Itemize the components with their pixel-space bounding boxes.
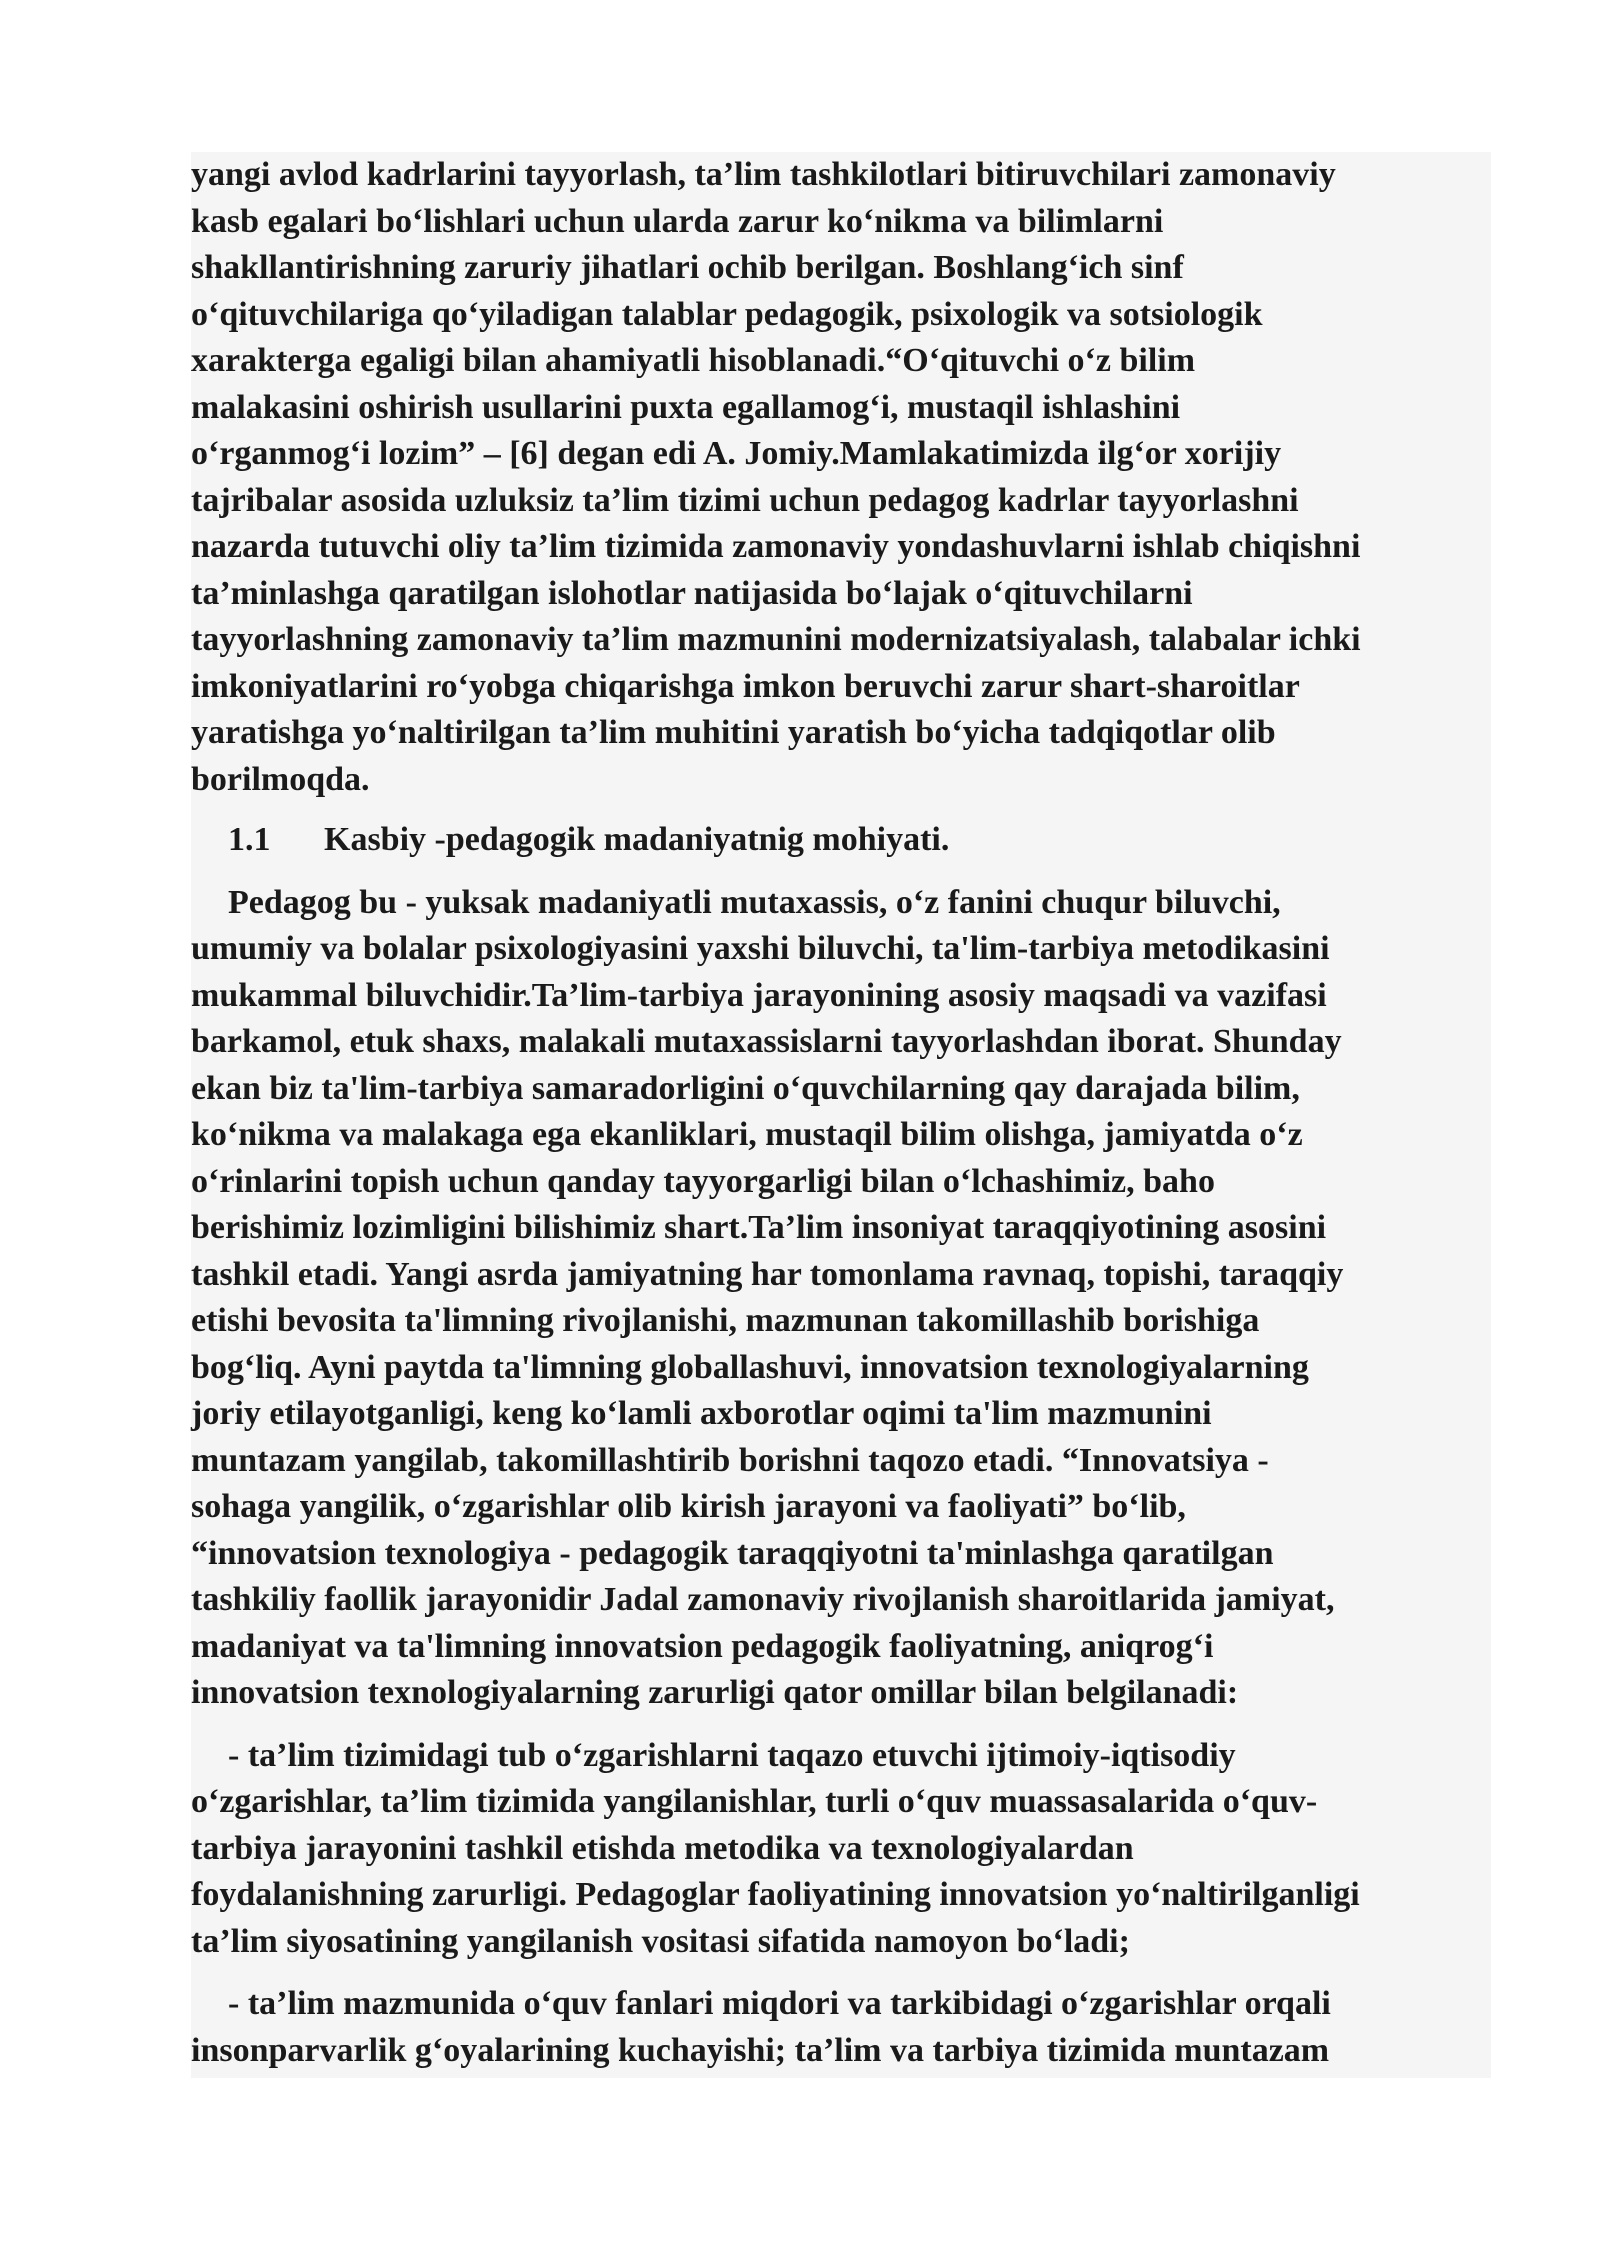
text-line: shakllantirishning zaruriy jihatlari ochib berilgan. Boshlang‘ich sinf — [191, 249, 1184, 286]
text-line: umumiy va bolalar psixologiyasini yaxshi biluvchi, ta'lim-tarbiya metodikasini — [191, 930, 1330, 967]
text-line: insonparvarlik g‘oyalarining kuchayishi; ta’lim va tarbiya tizimida muntazam — [191, 2031, 1330, 2069]
text-line: ta’minlashga qaratilgan islohotlar natijasida bo‘lajak o‘qituvchilarni — [191, 574, 1193, 612]
section-heading — [191, 817, 1491, 864]
text-line: barkamol, etuk shaxs, malakali mutaxassislarni tayyorlashdan iborat. Shunday — [191, 1023, 1342, 1060]
paragraph-pedagog — [191, 880, 1491, 1717]
text-line: mukammal biluvchidir.Ta’lim-tarbiya jarayonining asosiy maqsadi va vazifasi — [191, 976, 1327, 1014]
text-line: o‘rinlarini topish uchun qanday tayyorgarligi bilan o‘lchashimiz, baho — [191, 1162, 1215, 1200]
paragraph-list-item-1 — [191, 1733, 1491, 1966]
text-line: - ta’lim tizimidagi tub o‘zgarishlarni taqazo etuvchi ijtimoiy-iqtisodiy — [228, 1736, 1236, 1774]
text-line: joriy etilayotganligi, keng ko‘lamli axborotlar oqimi ta'lim mazmunini — [191, 1395, 1212, 1432]
text-line: - ta’lim mazmunida o‘quv fanlari miqdori va tarkibidagi o‘zgarishlar orqali — [228, 1985, 1331, 2022]
text-line: o‘qituvchilariga qo‘yiladigan talablar pedagogik, psixologik va sotsiologik — [191, 295, 1263, 333]
text-line: berishimiz lozimligini bilishimiz shart.Ta’lim insoniyat taraqqiyotining asosini — [191, 1209, 1327, 1246]
text-line: tashkil etadi. Yangi asrda jamiyatning har tomonlama ravnaq, topishi, taraqqiy — [191, 1255, 1344, 1293]
paragraph-list-item-2 — [191, 1981, 1491, 2074]
text-line: madaniyat va ta'limning innovatsion pedagogik faoliyatning, aniqrog‘i — [191, 1627, 1214, 1665]
text-line: kasb egalari bo‘lishlari uchun ularda zarur ko‘nikma va bilimlarni — [191, 202, 1164, 240]
document-body — [191, 152, 1491, 2078]
text-line: o‘rganmog‘i lozim” – [6] degan edi A. Jomiy.Mamlakatimizda ilg‘or xorijiy — [191, 435, 1282, 472]
text-line: muntazam yangilab, takomillashtirib borishni taqozo etadi. “Innovatsiya - — [191, 1441, 1269, 1479]
text-line: imkoniyatlarini ro‘yobga chiqarishga imkon beruvchi zarur shart-sharoitlar — [191, 667, 1300, 705]
text-line: tarbiya jarayonini tashkil etishda metodika va texnologiyalardan — [191, 1829, 1134, 1867]
text-line: etishi bevosita ta'limning rivojlanishi, mazmunan takomillashib borishiga — [191, 1302, 1260, 1339]
section-title: Kasbiy -pedagogik madaniyatnig mohiyati. — [324, 821, 950, 858]
text-line: tajribalar asosida uzluksiz ta’lim tizimi uchun pedagog kadrlar tayyorlashni — [191, 481, 1299, 519]
text-line: xarakterga egaligi bilan ahamiyatli hisoblanadi.“O‘qituvchi o‘z bilim — [191, 342, 1196, 379]
text-line: ekan biz ta'lim-tarbiya samaradorligini o‘quvchilarning qay darajada bilim, — [191, 1069, 1300, 1107]
text-line: ko‘nikma va malakaga ega ekanliklari, mustaqil bilim olishga, jamiyatda o‘z — [191, 1116, 1303, 1153]
text-line: o‘zgarishlar, ta’lim tizimida yangilanishlar, turli o‘quv muassasalarida o‘quv- — [191, 1783, 1318, 1820]
section-number: 1.1 — [228, 821, 271, 858]
text-line: “innovatsion texnologiya - pedagogik taraqqiyotni ta'minlashga qaratilgan — [191, 1534, 1274, 1572]
text-line: tashkiliy faollik jarayonidir Jadal zamonaviy rivojlanish sharoitlarida jamiyat, — [191, 1581, 1335, 1618]
text-line: tayyorlashning zamonaviy ta’lim mazmunini modernizatsiyalash, talabalar ichki — [191, 621, 1361, 658]
text-line: malakasini oshirish usullarini puxta egallamog‘i, mustaqil ishlashini — [191, 388, 1181, 426]
text-line: yaratishga yo‘naltirilgan ta’lim muhitini yaratish bo‘yicha tadqiqotlar olib — [191, 714, 1276, 751]
text-line: yangi avlod kadrlarini tayyorlash, ta’lim tashkilotlari bitiruvchilari zamonaviy — [191, 156, 1336, 193]
text-line: nazarda tutuvchi oliy ta’lim tizimida zamonaviy yondashuvlarni ishlab chiqishni — [191, 528, 1361, 565]
text-line: sohaga yangilik, o‘zgarishlar olib kirish jarayoni va faoliyati” bo‘lib, — [191, 1488, 1186, 1525]
text-line: Pedagog bu - yuksak madaniyatli mutaxassis, o‘z fanini chuqur biluvchi, — [228, 883, 1281, 921]
text-line: innovatsion texnologiyalarning zarurligi qator omillar bilan belgilanadi: — [191, 1674, 1239, 1711]
text-line: borilmoqda. — [191, 760, 370, 798]
text-line: bog‘liq. Ayni paytda ta'limning globallashuvi, innovatsion texnologiyalarning — [191, 1348, 1309, 1386]
text-line: foydalanishning zarurligi. Pedagoglar faoliyatining innovatsion yo‘naltirilganligi — [191, 1876, 1360, 1913]
paragraph-intro — [191, 152, 1491, 803]
text-line: ta’lim siyosatining yangilanish vositasi sifatida namoyon bo‘ladi; — [191, 1922, 1130, 1960]
